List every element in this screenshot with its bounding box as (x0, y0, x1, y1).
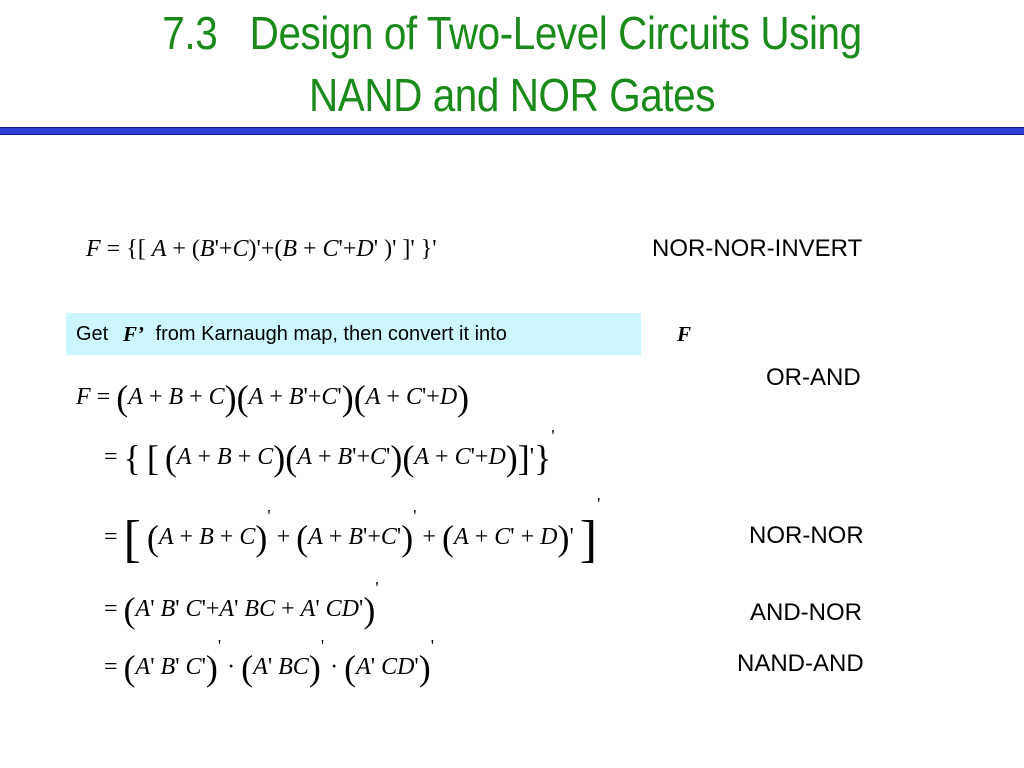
note-box (66, 313, 692, 355)
title-line-2: NAND and NOR Gates (308, 69, 716, 121)
note-f-prime: F’ (123, 322, 144, 346)
title-line-1: 7.3 Design of Two-Level Circuits Using (162, 7, 862, 59)
label-nand-and: NAND-AND (737, 650, 864, 677)
label-nor-nor-invert: NOR-NOR-INVERT (652, 235, 863, 262)
equation-and-nor: = (A' B' C'+A' BC + A' CD')' (104, 578, 379, 630)
note-prefix: Get (76, 323, 114, 345)
equation-double-complement: = { [ (A + B + C)(A + B'+C')(A + C'+D)]'}' (104, 426, 555, 478)
slide-title (61, 2, 962, 126)
label-or-and: OR-AND (766, 364, 861, 391)
note-f: F (677, 322, 692, 346)
equation-nand-and: = (A' B' C')' · (A' BC)' · (A' CD')' (104, 636, 434, 688)
title-divider (0, 127, 1024, 135)
equation-nor-nor-invert: F = {[ A + (B'+C)'+(B + C'+D' )' ]' }' (86, 236, 437, 262)
note-middle: from Karnaugh map, then convert it into (150, 323, 513, 345)
equation-nor-nor: = [ (A + B + C)' + (A + B'+C')' + (A + C' + D)' ]' (104, 494, 601, 568)
equation-or-and: F = (A + B + C)(A + B'+C')(A + C'+D) (76, 378, 470, 418)
label-nor-nor: NOR-NOR (749, 522, 864, 549)
label-and-nor: AND-NOR (750, 599, 862, 626)
